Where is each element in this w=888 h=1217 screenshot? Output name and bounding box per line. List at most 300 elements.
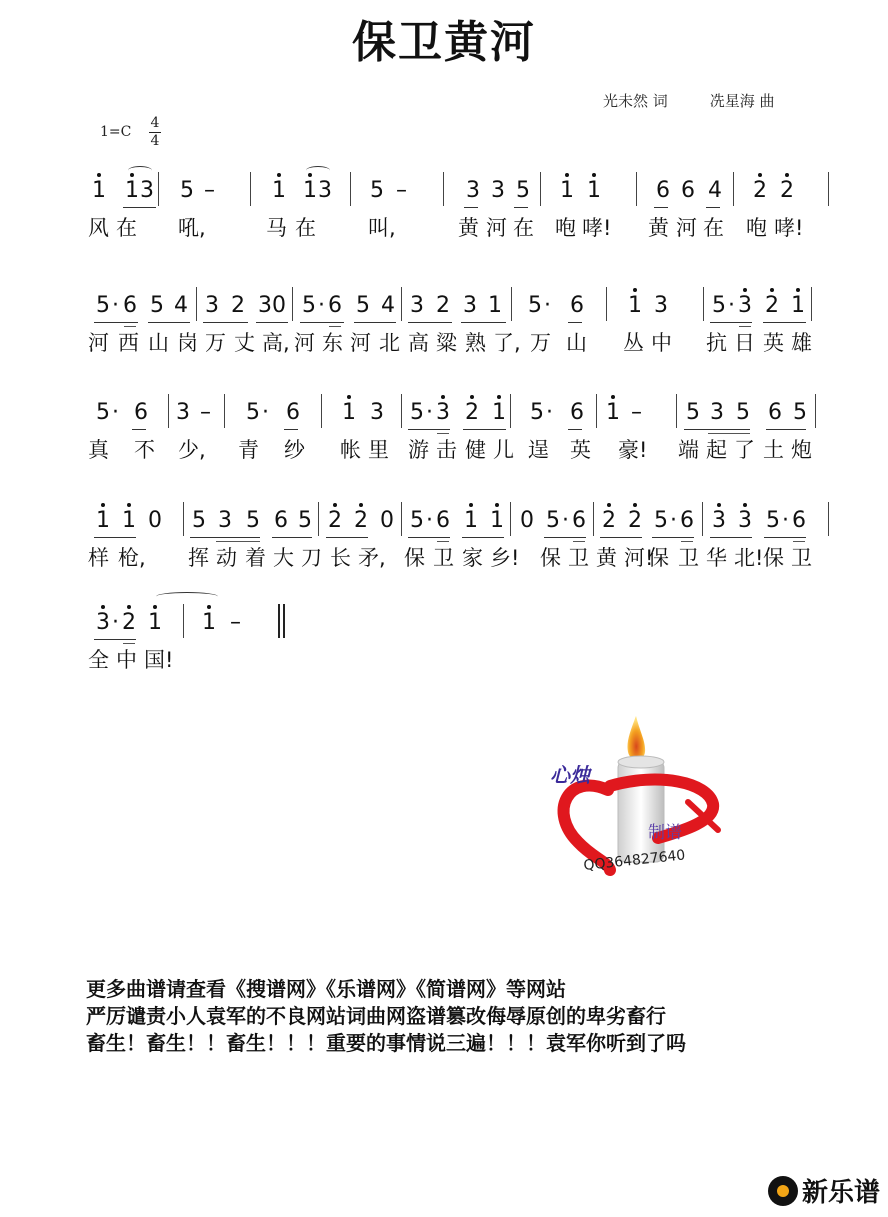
octave-dot	[470, 395, 474, 399]
note: 2	[328, 506, 342, 536]
eighth-underline	[326, 537, 368, 538]
eighth-underline	[132, 429, 146, 430]
lyric-syllable: 游	[408, 438, 429, 462]
lyric-syllable: 儿	[493, 438, 514, 462]
lyric-syllable: 风	[88, 216, 109, 240]
dot-extension: ·	[728, 293, 735, 318]
lyric-syllable: 北	[379, 331, 400, 355]
note: 1	[560, 176, 574, 206]
octave-dot	[153, 605, 157, 609]
barline	[510, 502, 511, 536]
lyric-syllable: 炮	[791, 438, 812, 462]
svg-text:心烛: 心烛	[550, 763, 590, 787]
note: 6	[134, 400, 148, 425]
lyric-syllable: 咆	[555, 216, 576, 240]
lyric-syllable: 矛,	[358, 546, 386, 570]
octave-dot	[359, 503, 363, 507]
svg-text:制谱: 制谱	[648, 823, 682, 843]
note: 5	[654, 508, 668, 533]
barline	[443, 172, 444, 206]
dash-extension: –	[200, 400, 211, 425]
lyric-syllable: 岗	[177, 331, 198, 355]
eighth-underline	[123, 207, 156, 208]
eighth-underline	[763, 322, 806, 323]
eighth-underline	[463, 429, 506, 430]
lyric-syllable: 逞	[528, 438, 549, 462]
note: 1	[202, 608, 216, 638]
dot-extension: ·	[546, 400, 553, 425]
lyrics-line	[88, 646, 848, 676]
lyric-syllable: 了	[734, 438, 755, 462]
lyric-syllable: 万	[205, 331, 226, 355]
sixteenth-underline	[329, 326, 341, 327]
footer-notice	[86, 976, 686, 1057]
lyric-syllable: 高,	[262, 331, 290, 355]
lyric-syllable: 土	[763, 438, 784, 462]
barline	[815, 394, 816, 428]
lyric-syllable: 河	[350, 331, 371, 355]
xinzhu-logo	[548, 712, 738, 882]
eighth-underline	[354, 322, 396, 323]
note: 2	[354, 506, 368, 536]
lyric-syllable: 在	[295, 216, 316, 240]
lyric-syllable: 卫	[791, 546, 812, 570]
eighth-underline	[684, 429, 750, 430]
note: 5	[150, 293, 164, 318]
dot-extension: ·	[262, 400, 269, 425]
lyric-syllable: 哮!	[774, 216, 804, 240]
lyric-syllable: 丛	[623, 331, 644, 355]
lyric-syllable: 英	[763, 331, 784, 355]
lyric-syllable: 动	[216, 546, 237, 570]
note: 1	[342, 398, 356, 428]
note: 6	[436, 508, 450, 533]
lyric-syllable: 起	[706, 438, 727, 462]
octave-dot	[101, 503, 105, 507]
lyric-syllable: 咆	[746, 216, 767, 240]
note: 1	[606, 398, 620, 428]
note: 3	[738, 506, 752, 536]
note: 0	[520, 508, 534, 533]
slur	[156, 592, 218, 601]
key-signature: 1=C	[100, 124, 132, 140]
dot-extension: ·	[782, 508, 789, 533]
barline	[676, 394, 677, 428]
dot-extension: ·	[318, 293, 325, 318]
barline	[224, 394, 225, 428]
barline	[540, 172, 541, 206]
footer-line-3: 畜生！畜生！！畜生！！！重要的事情说三遍！！！袁军你听到了吗	[86, 1031, 686, 1055]
note: 3	[140, 178, 154, 203]
lyric-syllable: 保	[763, 546, 784, 570]
note: 5	[410, 400, 424, 425]
note: 5	[192, 508, 206, 533]
lyric-syllable: 山	[566, 331, 587, 355]
note: 5	[302, 293, 316, 318]
note: 5	[96, 293, 110, 318]
note: 3	[410, 293, 424, 318]
lyric-syllable: 卫	[433, 546, 454, 570]
lyric-syllable: 家	[462, 546, 483, 570]
lyric-syllable: 河!	[624, 546, 654, 570]
eighth-underline	[710, 537, 752, 538]
notation-line	[88, 600, 848, 644]
lyric-syllable: 叫,	[368, 216, 396, 240]
note: 6	[768, 400, 782, 425]
note: 5	[410, 508, 424, 533]
octave-dot	[758, 173, 762, 177]
dot-extension: ·	[112, 293, 119, 318]
lyric-syllable: 击	[436, 438, 457, 462]
barline	[606, 287, 607, 321]
note: 0	[148, 508, 162, 533]
lyric-syllable: 不	[134, 438, 155, 462]
sixteenth-underline	[739, 326, 751, 327]
barline	[183, 604, 184, 638]
note: 5	[528, 293, 542, 318]
note: 3	[738, 291, 752, 321]
note: 3	[318, 178, 332, 203]
octave-dot	[565, 173, 569, 177]
score-row	[88, 390, 848, 470]
lyric-syllable: 河	[676, 216, 697, 240]
final-barline	[278, 604, 280, 638]
octave-dot	[441, 395, 445, 399]
lyric-syllable: 帐	[340, 438, 361, 462]
time-signature-bottom: 4	[150, 133, 160, 149]
octave-dot	[333, 503, 337, 507]
lyric-syllable: 纱	[284, 438, 305, 462]
eighth-underline	[461, 322, 506, 323]
octave-dot	[611, 395, 615, 399]
octave-dot	[592, 173, 596, 177]
note: 5	[712, 293, 726, 318]
note: 5	[516, 178, 530, 203]
eighth-underline	[203, 322, 248, 323]
note: 1	[488, 293, 502, 318]
note: 5	[736, 400, 750, 425]
eighth-underline	[764, 537, 806, 538]
barline	[183, 502, 184, 536]
barline	[168, 394, 169, 428]
barline	[401, 394, 402, 428]
dash-extension: –	[204, 178, 215, 203]
dot-extension: ·	[426, 400, 433, 425]
lyric-syllable: 黄	[648, 216, 669, 240]
dash-extension: –	[396, 178, 407, 203]
lyric-syllable: 山	[148, 331, 169, 355]
dot-extension: ·	[670, 508, 677, 533]
octave-dot	[633, 288, 637, 292]
eighth-underline	[94, 639, 136, 640]
note: 5	[246, 508, 260, 533]
lyric-syllable: 河	[486, 216, 507, 240]
note: 1	[791, 291, 805, 321]
dot-extension: ·	[112, 610, 119, 635]
note: 5	[793, 400, 807, 425]
note: 3	[491, 178, 505, 203]
octave-dot	[796, 288, 800, 292]
lyric-syllable: 健	[465, 438, 486, 462]
eighth-underline	[272, 537, 312, 538]
octave-dot	[347, 395, 351, 399]
note: 1	[272, 176, 286, 206]
note: 3	[96, 608, 110, 638]
lyricist: 光未然 词	[603, 92, 668, 110]
note: 3	[218, 508, 232, 533]
note: 1	[492, 398, 506, 428]
note: 6	[656, 178, 670, 203]
eighth-underline	[544, 537, 586, 538]
lyric-syllable: 在	[703, 216, 724, 240]
lyric-syllable: 样	[88, 546, 109, 570]
octave-dot	[633, 503, 637, 507]
lyric-syllable: 了,	[493, 331, 521, 355]
note: 6	[286, 400, 300, 425]
lyric-syllable: 着	[245, 546, 266, 570]
lyric-syllable: 河	[294, 331, 315, 355]
note: 1	[303, 176, 317, 206]
lyric-syllable: 中	[116, 648, 137, 672]
octave-dot	[277, 173, 281, 177]
lyric-syllable: 在	[513, 216, 534, 240]
octave-dot	[495, 503, 499, 507]
eighth-underline	[284, 429, 298, 430]
eighth-underline	[300, 322, 344, 323]
barline	[593, 502, 594, 536]
song-title: 保卫黄河	[352, 17, 536, 68]
lyric-syllable: 保	[540, 546, 561, 570]
note: 6	[328, 293, 342, 318]
eighth-underline	[190, 537, 260, 538]
score-row	[88, 498, 848, 578]
barline	[158, 172, 159, 206]
eighth-underline	[654, 207, 668, 208]
note: 3	[370, 400, 384, 425]
note: 1	[490, 506, 504, 536]
barline	[733, 172, 734, 206]
note: 2	[231, 293, 245, 318]
lyric-syllable: 保	[404, 546, 425, 570]
dot-extension: ·	[112, 400, 119, 425]
note: 5	[180, 178, 194, 203]
barline	[401, 287, 402, 321]
note: 3	[712, 506, 726, 536]
candle-heart-icon	[548, 712, 738, 882]
note: 3	[205, 293, 219, 318]
final-barline	[283, 604, 285, 638]
brand-name: 新乐谱	[801, 1178, 880, 1208]
dot-extension: ·	[426, 508, 433, 533]
footer-line-1: 更多曲谱请查看《搜谱网》《乐谱网》《简谱网》等网站	[86, 977, 566, 1001]
brand-watermark	[768, 1172, 880, 1209]
note: 3	[436, 398, 450, 428]
lyric-syllable: 真	[88, 438, 109, 462]
lyric-syllable: 少,	[178, 438, 206, 462]
octave-dot	[717, 503, 721, 507]
note: 3	[463, 293, 477, 318]
lyric-syllable: 哮!	[582, 216, 612, 240]
note: 3	[466, 178, 480, 203]
lyric-syllable: 华	[706, 546, 727, 570]
eighth-underline	[766, 429, 806, 430]
octave-dot	[770, 288, 774, 292]
eighth-underline	[408, 429, 450, 430]
lyric-syllable: 端	[678, 438, 699, 462]
sixteenth-underline	[124, 326, 136, 327]
note: 5	[356, 293, 370, 318]
lyric-syllable: 河	[88, 331, 109, 355]
barline	[292, 287, 293, 321]
lyrics-line	[88, 436, 848, 466]
note: 5	[96, 400, 110, 425]
note: 6	[572, 508, 586, 533]
lyric-syllable: 雄	[791, 331, 812, 355]
eighth-underline	[600, 537, 642, 538]
barline	[828, 172, 829, 206]
dash-extension: –	[230, 610, 241, 635]
barline	[318, 502, 319, 536]
note: 2	[628, 506, 642, 536]
note: 0	[380, 508, 394, 533]
note: 1	[148, 608, 162, 638]
eighth-underline	[514, 207, 528, 208]
lyric-syllable: 黄	[458, 216, 479, 240]
barline	[250, 172, 251, 206]
lyric-syllable: 刀	[301, 546, 322, 570]
note: 6	[123, 293, 137, 318]
octave-dot	[127, 605, 131, 609]
note: 3	[710, 400, 724, 425]
lyric-syllable: 黄	[596, 546, 617, 570]
notation-line	[88, 283, 848, 327]
lyric-syllable: 国!	[144, 648, 174, 672]
octave-dot	[743, 503, 747, 507]
note: 2	[436, 293, 450, 318]
note: 2	[465, 398, 479, 428]
octave-dot	[127, 503, 131, 507]
note: 3	[258, 293, 272, 318]
sixteenth-underline	[573, 541, 585, 542]
barline	[702, 502, 703, 536]
note: 1	[122, 506, 136, 536]
sixteenth-underline	[216, 541, 260, 542]
sixteenth-underline	[437, 433, 449, 434]
score-row	[88, 168, 848, 248]
note: 6	[680, 508, 694, 533]
note: 3	[176, 400, 190, 425]
lyric-syllable: 高	[408, 331, 429, 355]
notation-line	[88, 498, 848, 542]
note: 4	[381, 293, 395, 318]
barline	[401, 502, 402, 536]
note: 5	[370, 178, 384, 203]
note: 5	[766, 508, 780, 533]
lyrics-line	[88, 329, 848, 359]
lyric-syllable: 青	[238, 438, 259, 462]
lyric-syllable: 日	[734, 331, 755, 355]
note: 5	[530, 400, 544, 425]
barline	[511, 287, 512, 321]
lyric-syllable: 粱	[436, 331, 457, 355]
lyric-syllable: 挥	[188, 546, 209, 570]
eighth-underline	[464, 207, 478, 208]
vinyl-disc-icon	[768, 1176, 798, 1206]
sixteenth-underline	[708, 433, 750, 434]
octave-dot	[607, 503, 611, 507]
note: 2	[765, 291, 779, 321]
eighth-underline	[256, 322, 288, 323]
note: 6	[274, 508, 288, 533]
octave-dot	[785, 173, 789, 177]
note: 2	[780, 176, 794, 206]
notation-line	[88, 168, 848, 212]
barline	[510, 394, 511, 428]
lyric-syllable: 熟	[465, 331, 486, 355]
lyric-syllable: 吼,	[178, 216, 206, 240]
eighth-underline	[94, 537, 136, 538]
lyrics-line	[88, 214, 848, 244]
lyric-syllable: 大	[273, 546, 294, 570]
lyric-syllable: 全	[88, 648, 109, 672]
lyric-syllable: 卫	[568, 546, 589, 570]
octave-dot	[469, 503, 473, 507]
note: 5	[298, 508, 312, 533]
lyric-syllable: 东	[322, 331, 343, 355]
note: 6	[792, 508, 806, 533]
octave-dot	[101, 605, 105, 609]
time-signature-top: 4	[150, 115, 160, 131]
lyric-syllable: 丈	[234, 331, 255, 355]
eighth-underline	[710, 322, 752, 323]
note: 1	[92, 176, 106, 206]
lyric-syllable: 里	[368, 438, 389, 462]
sixteenth-underline	[437, 541, 449, 542]
note: 2	[122, 608, 136, 638]
note: 6	[570, 400, 584, 425]
lyric-syllable: 西	[118, 331, 139, 355]
lyric-syllable: 万	[530, 331, 551, 355]
eighth-underline	[408, 537, 450, 538]
slur	[306, 166, 330, 175]
lyric-syllable: 乡!	[490, 546, 520, 570]
octave-dot	[207, 605, 211, 609]
score-row	[88, 283, 848, 363]
sixteenth-underline	[681, 541, 693, 542]
note: 1	[587, 176, 601, 206]
note: 5	[546, 508, 560, 533]
dot-extension: ·	[544, 293, 551, 318]
slur	[128, 166, 152, 175]
barline	[828, 502, 829, 536]
barline	[811, 287, 812, 321]
notation-line	[88, 390, 848, 434]
lyrics-line	[88, 544, 848, 574]
eighth-underline	[568, 429, 582, 430]
lyric-syllable: 保	[648, 546, 669, 570]
note: 0	[272, 293, 286, 318]
lyric-syllable: 长	[330, 546, 351, 570]
note: 2	[602, 506, 616, 536]
note: 5	[686, 400, 700, 425]
footer-line-2: 严厉谴责小人袁军的不良网站词曲网盗谱篡改侮辱原创的卑劣畜行	[86, 1004, 666, 1028]
lyric-syllable: 卫	[678, 546, 699, 570]
lyric-syllable: 马	[266, 216, 287, 240]
sixteenth-underline	[793, 541, 805, 542]
lyric-syllable: 英	[570, 438, 591, 462]
eighth-underline	[148, 322, 190, 323]
eighth-underline	[652, 537, 694, 538]
